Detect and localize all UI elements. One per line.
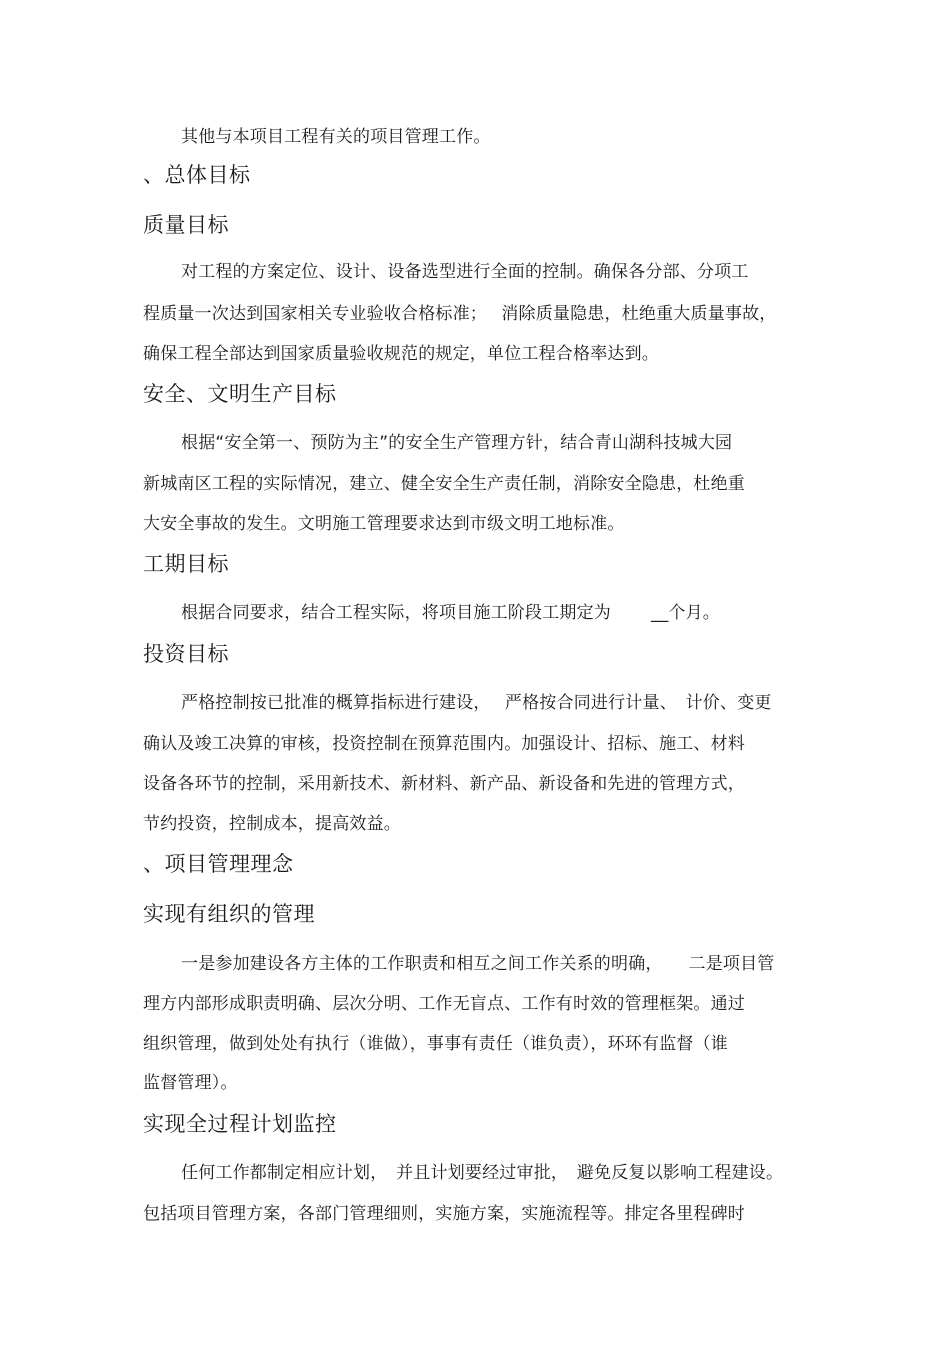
heading-organized-management: 实现有组织的管理 — [143, 902, 315, 926]
safety-line: 大安全事故的发生。文明施工管理要求达到市级文明工地标准。 — [143, 514, 625, 534]
organization-line: 理方内部形成职责明确、层次分明、工作无盲点、工作有时效的管理框架。通过 — [143, 994, 745, 1014]
plan-line: 任何工作都制定相应计划， 并且计划要经过审批， 避免反复以影响工程建设。 — [181, 1163, 784, 1183]
heading-safety-goals: 安全、文明生产目标 — [143, 382, 337, 406]
investment-line: 严格控制按已批准的概算指标进行建设， 严格按合同进行计量、 计价、变更 — [181, 693, 772, 713]
heading-plan-monitoring: 实现全过程计划监控 — [143, 1112, 337, 1136]
heading-overall-goals: 、总体目标 — [143, 163, 251, 187]
heading-quality-goals: 质量目标 — [143, 213, 229, 237]
investment-line: 节约投资，控制成本，提高效益。 — [143, 814, 401, 834]
investment-line: 确认及竣工决算的审核，投资控制在预算范围内。加强设计、招标、施工、材料 — [143, 734, 745, 754]
safety-line: 新城南区工程的实际情况，建立、健全安全生产责任制，消除安全隐患，杜绝重 — [143, 474, 745, 494]
plan-line: 包括项目管理方案，各部门管理细则，实施方案，实施流程等。排定各里程碑时 — [143, 1204, 745, 1224]
heading-schedule-goals: 工期目标 — [143, 552, 229, 576]
intro-line: 其他与本项目工程有关的项目管理工作。 — [181, 127, 491, 147]
schedule-line: 根据合同要求，结合工程实际，将项目施工阶段工期定为 __个月。 — [181, 603, 721, 623]
organization-line: 一是参加建设各方主体的工作职责和相互之间工作关系的明确， 二是项目管 — [181, 954, 775, 974]
investment-line: 设备各环节的控制，采用新技术、新材料、新产品、新设备和先进的管理方式， — [143, 774, 745, 794]
quality-line: 确保工程全部达到国家质量验收规范的规定，单位工程合格率达到。 — [143, 344, 659, 364]
heading-investment-goals: 投资目标 — [143, 642, 229, 666]
heading-management-concept: 、项目管理理念 — [143, 852, 294, 876]
organization-line: 组织管理，做到处处有执行（谁做），事事有责任（谁负责），环环有监督（谁 — [143, 1034, 728, 1054]
quality-line: 对工程的方案定位、设计、设备选型进行全面的控制。确保各分部、分项工 — [181, 262, 749, 282]
organization-line: 监督管理）。 — [143, 1073, 238, 1093]
safety-line: 根据“安全第一、预防为主”的安全生产管理方针，结合青山湖科技城大园 — [181, 433, 733, 453]
quality-line: 程质量一次达到国家相关专业验收合格标准； 消除质量隐患，杜绝重大质量事故， — [143, 304, 777, 324]
